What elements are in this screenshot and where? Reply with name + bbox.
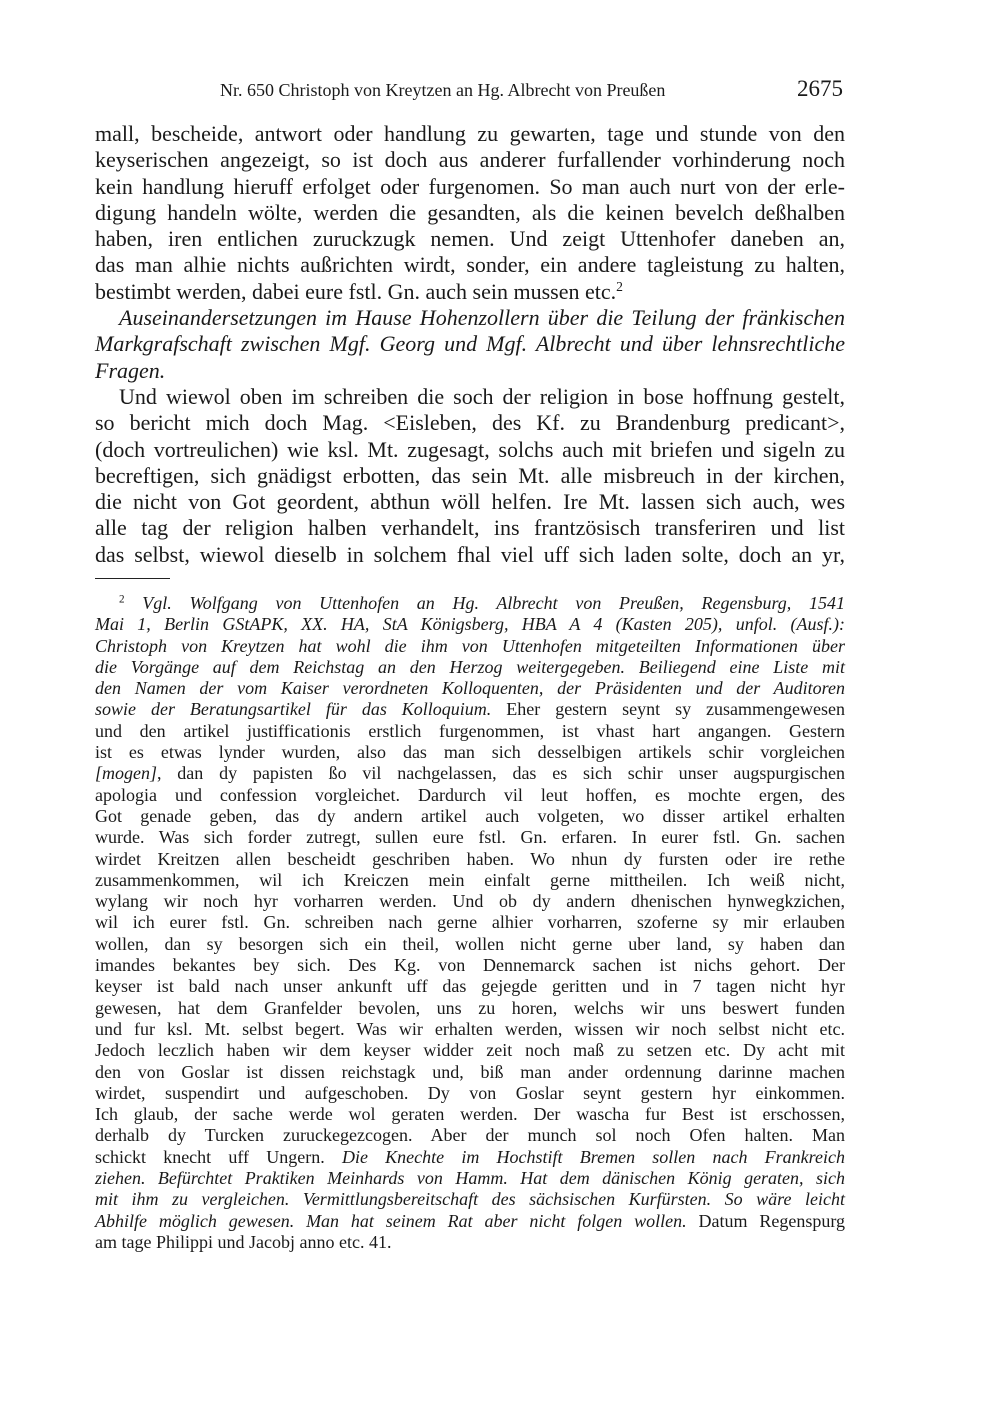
text-segment: becreftigen, sich gnädigst erbotten, das sein Mt. alle misbreuch in der kirchen, — [95, 462, 845, 488]
text-line — [95, 121, 845, 147]
footnote-line — [95, 593, 845, 614]
text-line — [95, 410, 845, 436]
italic-text: die Vorgänge auf dem Reichstag an den Herzog weitergegeben. Beiliegend eine Liste mit — [95, 656, 845, 677]
text-line — [95, 437, 845, 463]
italic-text: Vgl. Wolfgang von Uttenhofen an Hg. Albrecht von Preußen, Regensburg, 1541 — [124, 593, 845, 613]
text-line — [95, 515, 845, 541]
footnotes — [95, 593, 845, 1253]
footnote-line — [95, 785, 845, 806]
text-segment: wurde. Was sich forder zutregt, sullen eure fstl. Gn. erfaren. In eurer fstl. Gn. sachen — [95, 827, 845, 848]
text-segment: kein handlung hieruff erfolget oder furgenomen. So man auch nurt von der erle- — [95, 173, 845, 199]
text-segment: keyserischen angezeigt, so ist doch aus anderer furfallender vorhinderung noch — [95, 147, 845, 173]
footnote-line — [95, 912, 845, 933]
footnote-line — [95, 678, 845, 699]
text-segment: gewesen, hat dem Granfelder bevolen, uns zu horen, welchs wir uns beswert funden — [95, 997, 845, 1018]
text-line — [95, 252, 845, 278]
text-segment: ist es etwas lynder wurden, also das man sich desselbigen artikels schir vorgleichen — [95, 742, 845, 763]
footnote-line — [95, 1125, 845, 1146]
footnote-line — [95, 849, 845, 870]
text-segment: apologia und confession vorgleichet. Dardurch vil leut hoffen, es mochte ergen, des — [95, 784, 845, 805]
text-segment: imandes bekantes bey sich. Des Kg. von Dennemarck sachen ist nichs gehort. Der — [95, 955, 845, 976]
footnote-divider — [95, 578, 170, 579]
text-line — [95, 542, 845, 568]
text-segment: wirdet, suspendirt und aufgeschoben. Dy von Goslar seynt gestern hyr einkommen. — [95, 1082, 845, 1103]
page-number: 2675 — [797, 76, 843, 101]
text-segment: schickt knecht uff Ungern. — [95, 1146, 342, 1167]
text-line — [95, 331, 845, 357]
footnote-line — [95, 699, 845, 720]
italic-text: Markgrafschaft zwischen Mgf. Georg und Mgf. Albrecht und über lehnsrechtliche — [95, 331, 845, 357]
italic-text: [mogen] — [95, 763, 157, 784]
footnote-line — [95, 1104, 845, 1125]
text-segment: , dan dy papisten ßo vil nachgelassen, das es sich schir unser augspurgischen — [157, 763, 845, 784]
text-segment: wil ich eurer fstl. Gn. schreiben nach gerne alhier vorharren, szoferne sy mir erlauben — [95, 912, 845, 933]
footnote-line — [95, 1189, 845, 1210]
footnote-line — [95, 891, 845, 912]
running-head: Nr. 650 Christoph von Kreytzen an Hg. Albrecht von Preußen — [220, 80, 666, 100]
footnote-line — [95, 1232, 845, 1253]
footnote-line — [95, 1083, 845, 1104]
text-segment: den von Goslar ist dissen reichstagk und, biß man ander ordennung darinne machen — [95, 1061, 845, 1082]
text-line — [95, 279, 845, 305]
text-line — [95, 358, 845, 384]
text-segment: zusammenkommen, wil ich Kreiczen mein einfalt gerne mittheilen. Ich weiß nicht, — [95, 869, 845, 890]
italic-text: ziehen. Befürchtet Praktiken Meinhards von Hamm. Hat dem dänischen König geraten, sich — [95, 1168, 845, 1189]
footnote-line — [95, 636, 845, 657]
footnote-line — [95, 934, 845, 955]
text-segment: keyser ist bald nach unser ankunft uff das gejegde geritten und in 7 tagen nicht hyr — [95, 976, 845, 997]
footnote-line — [95, 870, 845, 891]
footnote-line — [95, 614, 845, 635]
text-segment: alle tag der religion halben verhandelt, ins frantzösisch transferiren und list — [95, 515, 845, 541]
footnote-line — [95, 1019, 845, 1040]
text-segment: so bericht mich doch Mag. <Eisleben, des Kf. zu Brandenburg predicant>, — [95, 410, 845, 436]
text-line — [95, 463, 845, 489]
footnote-line — [95, 742, 845, 763]
footnote-line — [95, 657, 845, 678]
italic-text: Auseinandersetzungen im Hause Hohenzollern über die Teilung der fränkischen — [119, 305, 845, 331]
footnote-line — [95, 955, 845, 976]
footnote-line — [95, 1062, 845, 1083]
text-line — [95, 305, 845, 331]
text-line — [95, 147, 845, 173]
text-segment: derhalb dy Turcken zuruckegezcogen. Aber der munch sol noch Ofen halten. Man — [95, 1125, 845, 1146]
text-segment: haben, iren entlichen zuruckzugk nemen. Und zeigt Uttenhofer daneben an, — [95, 226, 845, 252]
italic-text: Mai 1, Berlin GStAPK, XX. HA, StA Königsberg, HBA A 4 (Kasten 205), unfol. (Ausf.): — [95, 614, 845, 635]
text-segment: digung handeln wölte, werden die gesandten, als die keinen bevelch deßhalben — [95, 199, 845, 225]
footnote-line — [95, 763, 845, 784]
text-segment: und den artikel justifficationis erstlich furgenommen, ist vhast hart angangen. Gestern — [95, 720, 845, 741]
text-line — [95, 384, 845, 410]
footnote-line — [95, 1040, 845, 1061]
text-segment: am tage Philippi und Jacobj anno etc. 41. — [95, 1231, 392, 1252]
italic-text: Die Knechte im Hochstift Bremen sollen nach Frankreich — [341, 1146, 845, 1167]
italic-text: sowie der Beratungsartikel für das Kolloquium. — [95, 699, 492, 720]
text-segment: das selbst, wiewol dieselb in solchem fhal viel uff sich laden solte, doch an yr, — [95, 541, 845, 567]
footnote-line — [95, 1168, 845, 1189]
text-segment: bestimbt werden, dabei eure fstl. Gn. auch sein mussen etc. — [95, 278, 617, 304]
footnote-marker: 2 — [616, 278, 623, 294]
text-segment: (doch vortreulichen) wie ksl. Mt. zugesagt, solchs auch mit briefen und sigeln zu — [95, 436, 845, 462]
text-segment: Got genade geben, das dy andern artikel auch volgeten, wo disser artikel erhalten — [95, 805, 845, 826]
footnote-line — [95, 806, 845, 827]
text-segment: das man alhie nichts außrichten wirdt, sonder, ein andere tagleistung zu halten, — [95, 252, 845, 278]
text-segment: die nicht von Got geordent, abthun wöll helfen. Ire Mt. lassen sich auch, wes — [95, 489, 845, 515]
italic-text: den Namen der vom Kaiser verordneten Kolloquenten, der Präsidenten und der Auditoren — [95, 678, 845, 699]
text-segment: Jedoch leczlich haben wir dem keyser widder zeit noch maß zu setzen etc. Dy acht mit — [95, 1040, 845, 1061]
text-segment: mall, bescheide, antwort oder handlung zu gewarten, tage und stunde von den — [95, 121, 845, 146]
text-segment: wylang wir noch hyr vorharren werden. Und ob dy andern dhenischen hynwegkzichen, — [95, 891, 845, 912]
footnote-line — [95, 1211, 845, 1232]
text-segment: wirdet Kreitzen allen bescheidt geschriben haben. Wo nhun dy fursten oder ire rethe — [95, 848, 845, 869]
main-text — [95, 121, 845, 568]
text-segment: Und wiewol oben im schreiben die soch der religion in bose hoffnung gestelt, — [119, 383, 845, 409]
text-line — [95, 200, 845, 226]
text-segment: wollen, dan sy besorgen sich ein theil, wollen nicht gerne uber land, sy haben dan — [95, 933, 845, 954]
italic-text: Abhilfe möglich gewesen. Man hat seinem Rat aber nicht folgen wollen. — [95, 1210, 687, 1231]
text-segment: Datum Regenspurg — [686, 1210, 845, 1231]
text-line — [95, 489, 845, 515]
italic-text: Fragen. — [95, 357, 166, 383]
footnote-line — [95, 827, 845, 848]
text-segment: Eher gestern seynt sy zusammengewesen — [491, 699, 845, 720]
italic-text: Christoph von Kreytzen hat wohl die ihm von Uttenhofen mitgeteilten Informationen über — [95, 635, 845, 656]
text-segment: und fur ksl. Mt. selbst begert. Was wir erhalten werden, wissen wir noch selbst nicht etc. — [95, 1018, 845, 1039]
text-segment: Ich glaub, der sache werde wol geraten werden. Der wascha fur Best ist erschossen, — [95, 1104, 845, 1125]
footnote-line — [95, 998, 845, 1019]
footnote-line — [95, 976, 845, 997]
footnote-line — [95, 1147, 845, 1168]
text-line — [95, 226, 845, 252]
text-line — [95, 174, 845, 200]
italic-text: mit ihm zu vergleichen. Vermittlungsbereitschaft des sächsischen Kurfürsten. So wäre leicht — [95, 1189, 845, 1210]
footnote-marker: 2 — [119, 593, 125, 606]
footnote-line — [95, 721, 845, 742]
